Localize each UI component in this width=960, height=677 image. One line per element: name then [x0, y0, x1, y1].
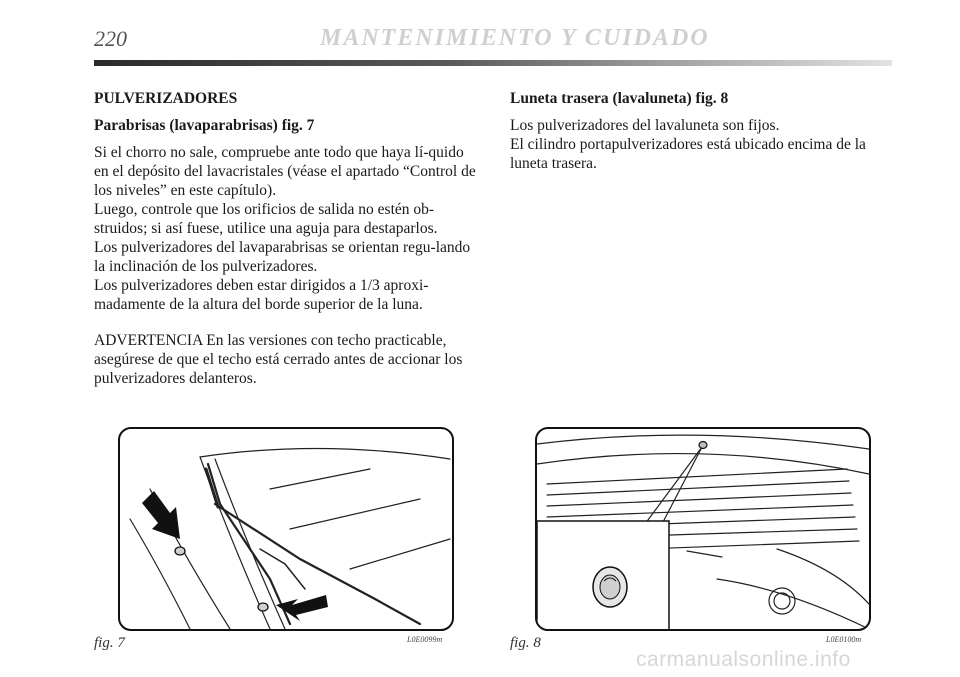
page-number: 220	[94, 26, 127, 51]
header-rule	[94, 60, 892, 66]
subsection-title-rear-window: Luneta trasera (lavaluneta) fig. 8	[510, 90, 729, 107]
paragraph: Los pulverizadores deben estar dirigidos a 1/3 aproxi-madamente de la altura del borde superior de la luna.	[94, 277, 429, 313]
right-column	[510, 89, 894, 173]
figure-7-code: L0E0099m	[407, 635, 443, 644]
running-title: MANTENIMIENTO Y CUIDADO	[320, 25, 710, 51]
warning-paragraph: ADVERTENCIA En las versiones con techo practicable, asegúrese de que el techo está cerrado antes de accionar los pulverizadores delanteros.	[94, 332, 463, 387]
paragraph: El cilindro portapulverizadores está ubicado encima de la luneta trasera.	[510, 136, 866, 172]
windshield-instructions	[94, 143, 478, 314]
figure-8-rear-window-illustration	[535, 427, 871, 631]
section-title: PULVERIZADORES	[94, 90, 238, 107]
paragraph: Los pulverizadores del lavaparabrisas se orientan regu-lando la inclinación de los pulverizadores.	[94, 239, 471, 275]
paragraph: Si el chorro no sale, compruebe ante todo que haya lí-quido en el depósito del lavacristales (véase el apartado “Control de los niveles” en este capítulo).	[94, 144, 476, 199]
paragraph: Luego, controle que los orificios de salida no estén ob-struidos; si así fuese, utilice una aguja para destaparlos.	[94, 201, 438, 237]
arrow-icon	[142, 491, 180, 539]
figure-8-code: L0E0100m	[826, 635, 862, 644]
arrow-icon	[276, 595, 328, 621]
figure-8-label: fig. 8	[510, 635, 541, 651]
paragraph: Los pulverizadores del lavaluneta son fijos.	[510, 117, 780, 134]
subsection-title-windshield: Parabrisas (lavaparabrisas) fig. 7	[94, 117, 315, 134]
figure-7-windshield-illustration	[118, 427, 454, 631]
watermark: carmanualsonline.info	[636, 648, 851, 671]
left-column	[94, 89, 478, 388]
figure-7-label: fig. 7	[94, 635, 125, 651]
